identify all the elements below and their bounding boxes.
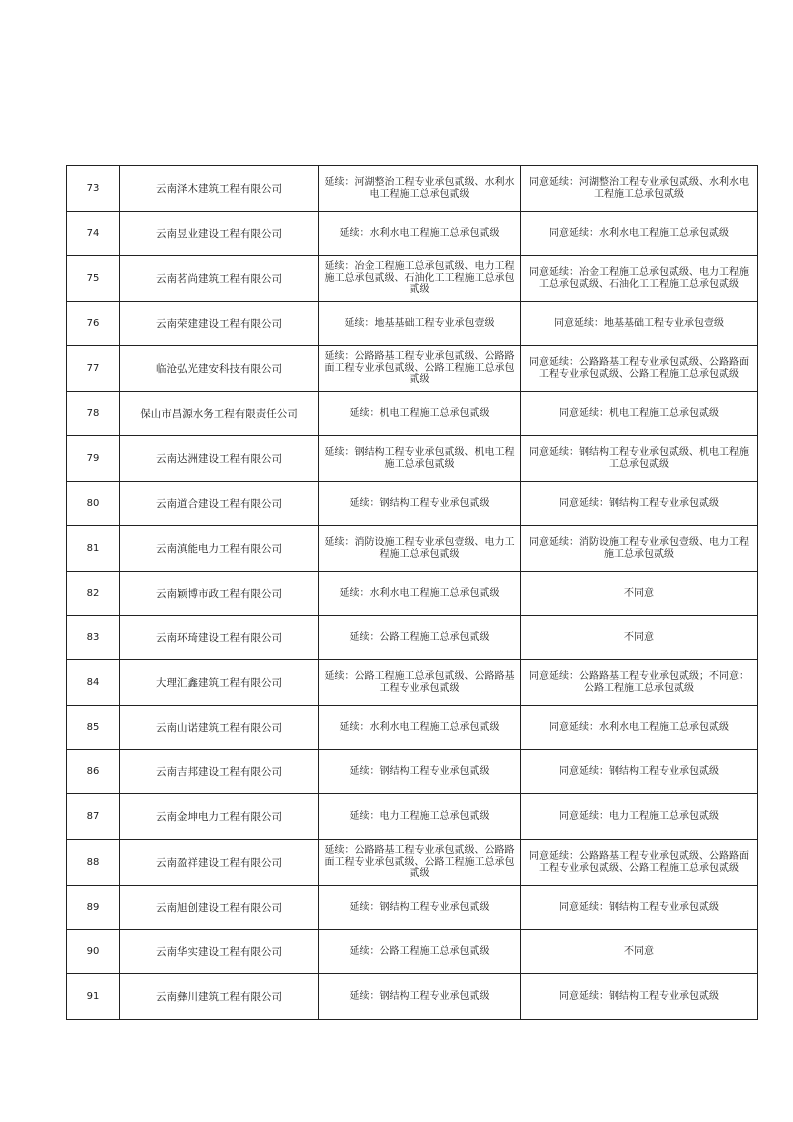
review-result: 同意延续：消防设施工程专业承包壹级、电力工程施工总承包贰级 bbox=[521, 526, 758, 572]
application-content: 延续：机电工程施工总承包贰级 bbox=[319, 392, 521, 436]
table-row bbox=[67, 706, 758, 750]
application-content: 延续：钢结构工程专业承包贰级、机电工程施工总承包贰级 bbox=[319, 436, 521, 482]
company-name: 云南盈祥建设工程有限公司 bbox=[120, 840, 319, 886]
qualification-table bbox=[66, 165, 758, 1020]
review-result: 同意延续：钢结构工程专业承包贰级 bbox=[521, 750, 758, 794]
application-content: 延续：公路路基工程专业承包贰级、公路路面工程专业承包贰级、公路工程施工总承包贰级 bbox=[319, 346, 521, 392]
company-name: 临沧弘光建安科技有限公司 bbox=[120, 346, 319, 392]
row-number: 80 bbox=[67, 482, 120, 526]
row-number: 74 bbox=[67, 212, 120, 256]
company-name: 云南泽木建筑工程有限公司 bbox=[120, 166, 319, 212]
review-result: 同意延续：电力工程施工总承包贰级 bbox=[521, 794, 758, 840]
table-row bbox=[67, 660, 758, 706]
review-result: 同意延续：钢结构工程专业承包贰级 bbox=[521, 482, 758, 526]
row-number: 76 bbox=[67, 302, 120, 346]
company-name: 云南金坤电力工程有限公司 bbox=[120, 794, 319, 840]
row-number: 82 bbox=[67, 572, 120, 616]
row-number: 87 bbox=[67, 794, 120, 840]
company-name: 云南荣建建设工程有限公司 bbox=[120, 302, 319, 346]
company-name: 保山市昌源水务工程有限责任公司 bbox=[120, 392, 319, 436]
company-name: 云南吉邦建设工程有限公司 bbox=[120, 750, 319, 794]
review-result: 同意延续：机电工程施工总承包贰级 bbox=[521, 392, 758, 436]
review-result: 同意延续：公路路基工程专业承包贰级、公路路面工程专业承包贰级、公路工程施工总承包贰级 bbox=[521, 840, 758, 886]
row-number: 79 bbox=[67, 436, 120, 482]
table-row bbox=[67, 346, 758, 392]
application-content: 延续：地基基础工程专业承包壹级 bbox=[319, 302, 521, 346]
application-content: 延续：公路工程施工总承包贰级、公路路基工程专业承包贰级 bbox=[319, 660, 521, 706]
table-row bbox=[67, 302, 758, 346]
row-number: 86 bbox=[67, 750, 120, 794]
review-result: 不同意 bbox=[521, 616, 758, 660]
application-content: 延续：河湖整治工程专业承包贰级、水利水电工程施工总承包贰级 bbox=[319, 166, 521, 212]
table-row bbox=[67, 750, 758, 794]
review-result: 同意延续：公路路基工程专业承包贰级；不同意：公路工程施工总承包贰级 bbox=[521, 660, 758, 706]
company-name: 云南彝川建筑工程有限公司 bbox=[120, 974, 319, 1020]
table-row bbox=[67, 526, 758, 572]
application-content: 延续：钢结构工程专业承包贰级 bbox=[319, 886, 521, 930]
table-row bbox=[67, 256, 758, 302]
table-row bbox=[67, 572, 758, 616]
review-result: 同意延续：钢结构工程专业承包贰级 bbox=[521, 974, 758, 1020]
application-content: 延续：水利水电工程施工总承包贰级 bbox=[319, 212, 521, 256]
company-name: 云南旭创建设工程有限公司 bbox=[120, 886, 319, 930]
company-name: 云南颖博市政工程有限公司 bbox=[120, 572, 319, 616]
company-name: 云南山诺建筑工程有限公司 bbox=[120, 706, 319, 750]
table-body bbox=[67, 166, 758, 1020]
table-row bbox=[67, 930, 758, 974]
application-content: 延续：水利水电工程施工总承包贰级 bbox=[319, 706, 521, 750]
company-name: 云南道合建设工程有限公司 bbox=[120, 482, 319, 526]
application-content: 延续：公路工程施工总承包贰级 bbox=[319, 616, 521, 660]
row-number: 73 bbox=[67, 166, 120, 212]
application-content: 延续：钢结构工程专业承包贰级 bbox=[319, 482, 521, 526]
application-content: 延续：电力工程施工总承包贰级 bbox=[319, 794, 521, 840]
company-name: 云南华实建设工程有限公司 bbox=[120, 930, 319, 974]
review-result: 不同意 bbox=[521, 572, 758, 616]
table-row bbox=[67, 212, 758, 256]
application-content: 延续：消防设施工程专业承包壹级、电力工程施工总承包贰级 bbox=[319, 526, 521, 572]
row-number: 77 bbox=[67, 346, 120, 392]
review-result: 同意延续：公路路基工程专业承包贰级、公路路面工程专业承包贰级、公路工程施工总承包贰级 bbox=[521, 346, 758, 392]
row-number: 78 bbox=[67, 392, 120, 436]
table-row bbox=[67, 974, 758, 1020]
review-result: 同意延续：河湖整治工程专业承包贰级、水利水电工程施工总承包贰级 bbox=[521, 166, 758, 212]
table-row bbox=[67, 840, 758, 886]
review-result: 同意延续：冶金工程施工总承包贰级、电力工程施工总承包贰级、石油化工工程施工总承包贰级 bbox=[521, 256, 758, 302]
company-name: 大理汇鑫建筑工程有限公司 bbox=[120, 660, 319, 706]
application-content: 延续：水利水电工程施工总承包贰级 bbox=[319, 572, 521, 616]
table-row bbox=[67, 436, 758, 482]
row-number: 88 bbox=[67, 840, 120, 886]
row-number: 84 bbox=[67, 660, 120, 706]
row-number: 81 bbox=[67, 526, 120, 572]
review-result: 同意延续：钢结构工程专业承包贰级 bbox=[521, 886, 758, 930]
table-row bbox=[67, 616, 758, 660]
row-number: 83 bbox=[67, 616, 120, 660]
application-content: 延续：公路路基工程专业承包贰级、公路路面工程专业承包贰级、公路工程施工总承包贰级 bbox=[319, 840, 521, 886]
application-content: 延续：钢结构工程专业承包贰级 bbox=[319, 750, 521, 794]
table-row bbox=[67, 886, 758, 930]
company-name: 云南达洲建设工程有限公司 bbox=[120, 436, 319, 482]
row-number: 75 bbox=[67, 256, 120, 302]
row-number: 85 bbox=[67, 706, 120, 750]
application-content: 延续：公路工程施工总承包贰级 bbox=[319, 930, 521, 974]
company-name: 云南茗尚建筑工程有限公司 bbox=[120, 256, 319, 302]
company-name: 云南环琦建设工程有限公司 bbox=[120, 616, 319, 660]
table-row bbox=[67, 482, 758, 526]
application-content: 延续：冶金工程施工总承包贰级、电力工程施工总承包贰级、石油化工工程施工总承包贰级 bbox=[319, 256, 521, 302]
review-result: 同意延续：水利水电工程施工总承包贰级 bbox=[521, 706, 758, 750]
review-result: 同意延续：钢结构工程专业承包贰级、机电工程施工总承包贰级 bbox=[521, 436, 758, 482]
row-number: 89 bbox=[67, 886, 120, 930]
row-number: 91 bbox=[67, 974, 120, 1020]
review-result: 不同意 bbox=[521, 930, 758, 974]
row-number: 90 bbox=[67, 930, 120, 974]
review-result: 同意延续：水利水电工程施工总承包贰级 bbox=[521, 212, 758, 256]
application-content: 延续：钢结构工程专业承包贰级 bbox=[319, 974, 521, 1020]
company-name: 云南滇能电力工程有限公司 bbox=[120, 526, 319, 572]
company-name: 云南昱业建设工程有限公司 bbox=[120, 212, 319, 256]
table-row bbox=[67, 794, 758, 840]
table-row bbox=[67, 392, 758, 436]
table-row bbox=[67, 166, 758, 212]
review-result: 同意延续：地基基础工程专业承包壹级 bbox=[521, 302, 758, 346]
